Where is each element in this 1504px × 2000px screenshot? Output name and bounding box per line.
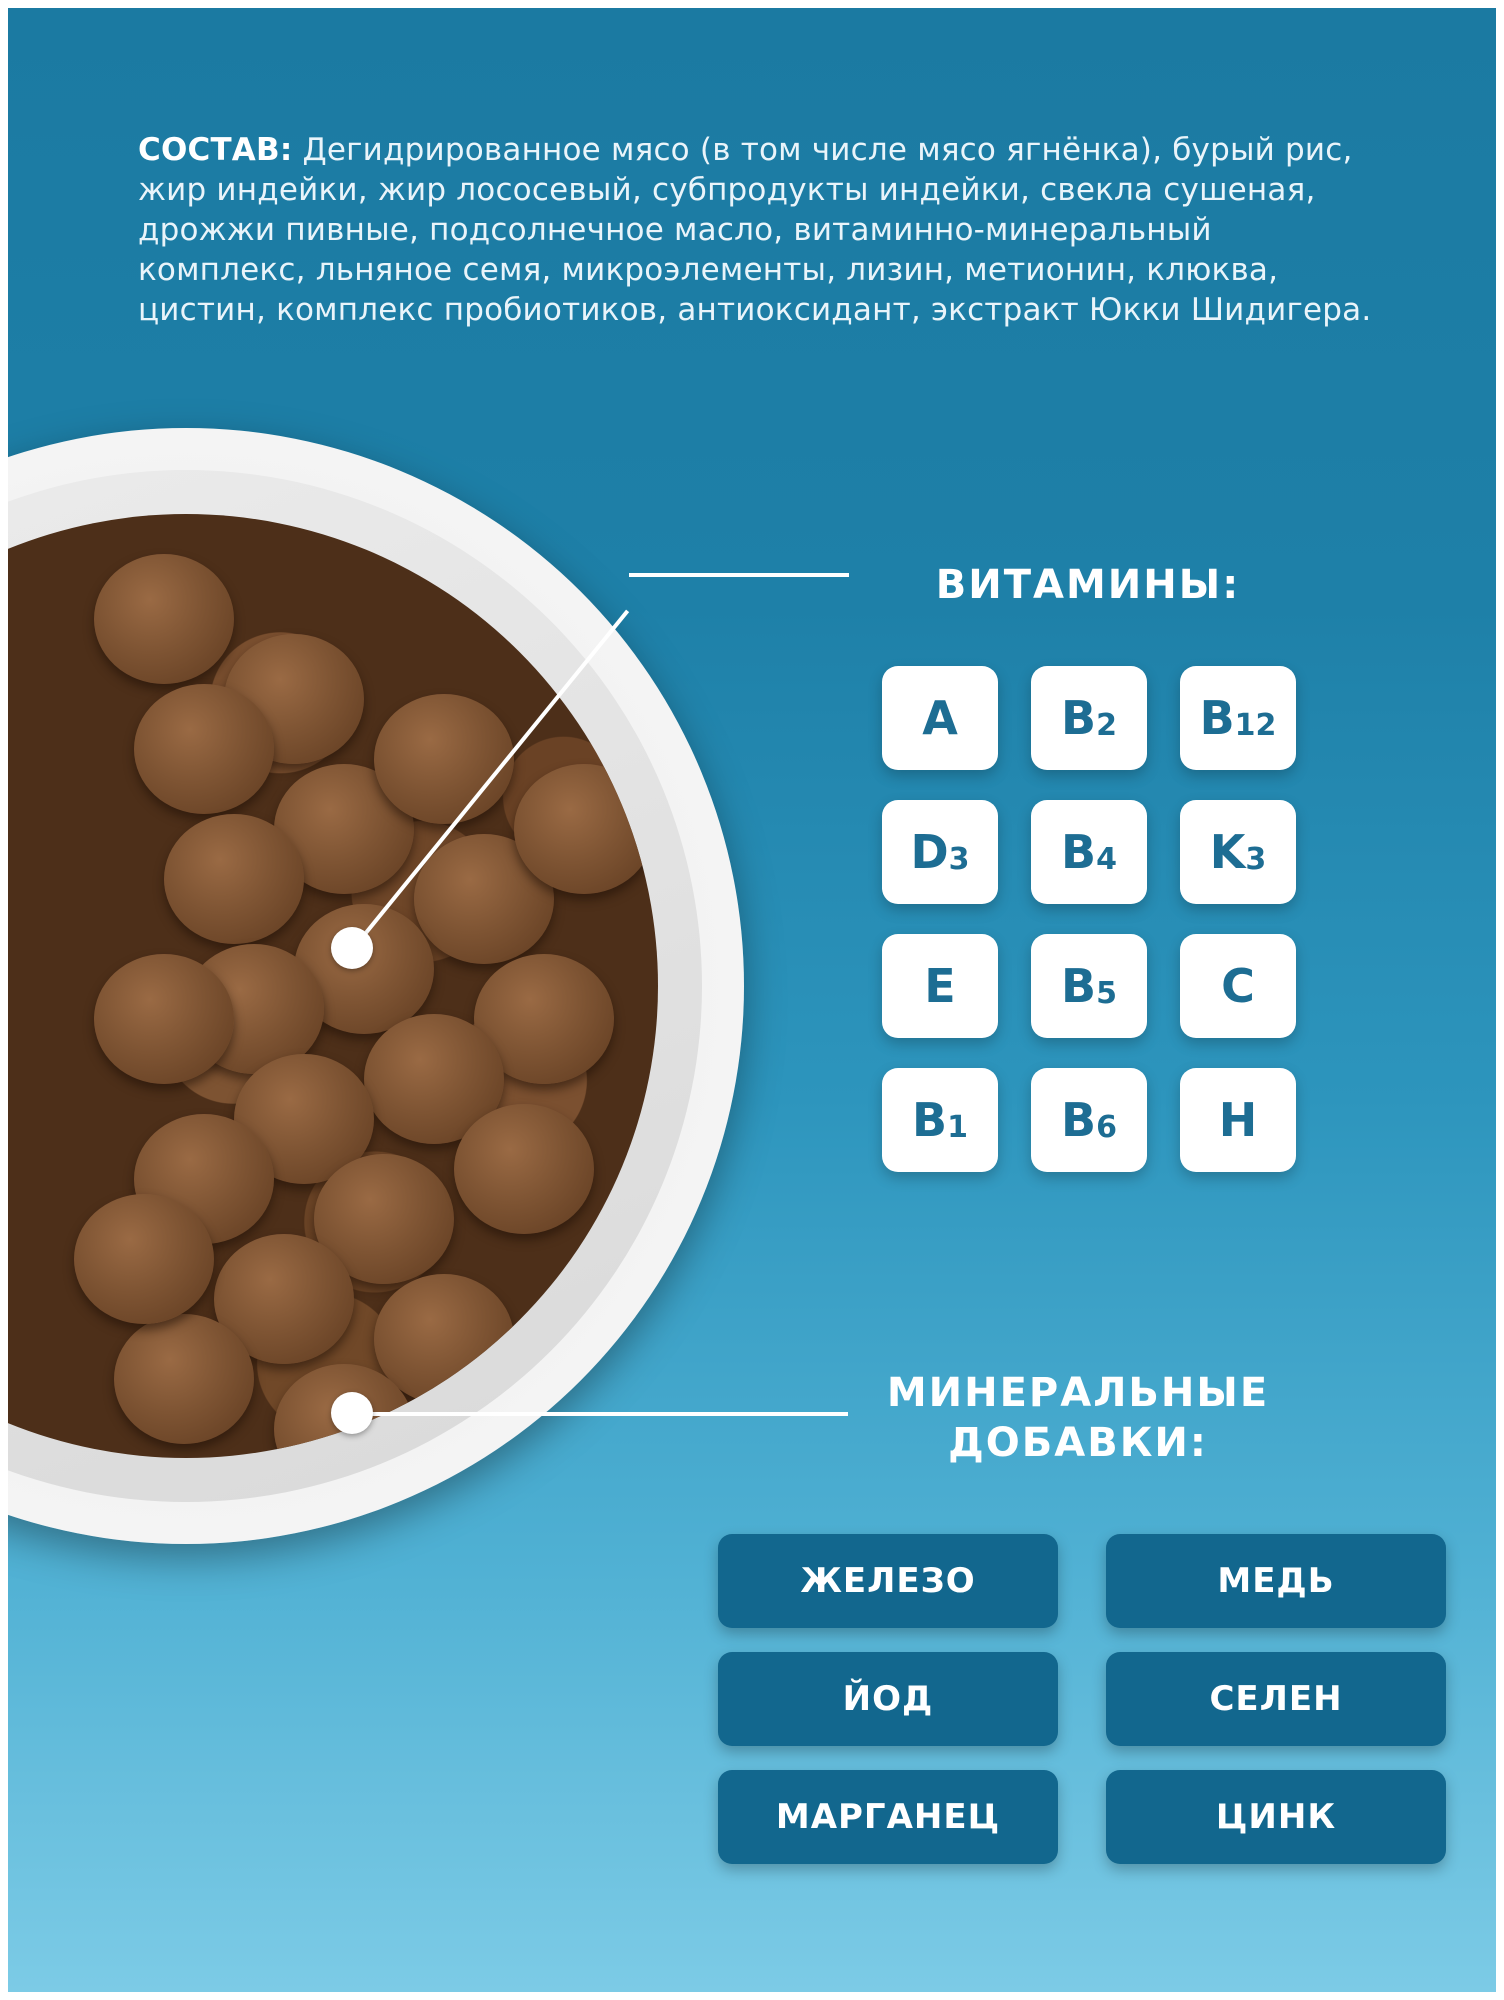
product-info-panel xyxy=(8,8,1496,1992)
vitamin-tile: A xyxy=(882,666,998,770)
vitamin-tile: B 4 xyxy=(1031,800,1147,904)
mineral-badge-iron: ЖЕЛЕЗО xyxy=(718,1534,1058,1628)
vitamin-tile: D 3 xyxy=(882,800,998,904)
composition-label: СОСТАВ: xyxy=(138,132,293,168)
vitamins-callout-dot xyxy=(331,927,373,969)
composition-text xyxy=(138,130,1378,330)
kibble xyxy=(94,954,234,1084)
kibble xyxy=(134,684,274,814)
kibble xyxy=(94,554,234,684)
vitamin-tile: B 5 xyxy=(1031,934,1147,1038)
mineral-badge-copper: МЕДЬ xyxy=(1106,1534,1446,1628)
vitamin-tile: C xyxy=(1180,934,1296,1038)
kibble xyxy=(114,1314,254,1444)
vitamin-tile: B 12 xyxy=(1180,666,1296,770)
mineral-badge-manganese: МАРГАНЕЦ xyxy=(718,1770,1058,1864)
vitamin-tile: B 1 xyxy=(882,1068,998,1172)
composition-ingredients: Дегидрированное мясо (в том числе мясо ягнёнка), бурый рис, жир индейки, жир лососевый, субпродукты индейки, свекла сушеная, дрожжи пивные, подсолнечное масло, витаминно-минеральный комплекс, льняное семя, микроэлементы, лизин, метионин, клюква, цистин, комплекс пробиотиков, антиоксидант, экстракт Юкки Шидигера. xyxy=(138,132,1372,328)
vitamin-tile: K 3 xyxy=(1180,800,1296,904)
minerals-heading xyxy=(868,1368,1288,1468)
kibble xyxy=(454,1104,594,1234)
vitamins-heading: ВИТАМИНЫ: xyxy=(935,562,1241,608)
kibble xyxy=(514,764,654,894)
vitamin-tile: B 6 xyxy=(1031,1068,1147,1172)
vitamin-tile: H xyxy=(1180,1068,1296,1172)
minerals-heading-line1: МИНЕРАЛЬНЫЕ xyxy=(886,1370,1270,1416)
minerals-callout-dot xyxy=(331,1392,373,1434)
food-bowl-image xyxy=(8,428,744,1544)
kibble xyxy=(164,814,304,944)
mineral-badge-zinc: ЦИНК xyxy=(1106,1770,1446,1864)
mineral-badge-selenium: СЕЛЕН xyxy=(1106,1652,1446,1746)
vitamin-tile: B 2 xyxy=(1031,666,1147,770)
mineral-badge-iodine: ЙОД xyxy=(718,1652,1058,1746)
minerals-callout-line xyxy=(354,1412,848,1416)
kibble xyxy=(74,1194,214,1324)
vitamin-tile: E xyxy=(882,934,998,1038)
kibble xyxy=(374,694,514,824)
minerals-heading-line2: ДОБАВКИ: xyxy=(948,1420,1208,1466)
vitamins-callout-line-horizontal xyxy=(629,573,849,577)
